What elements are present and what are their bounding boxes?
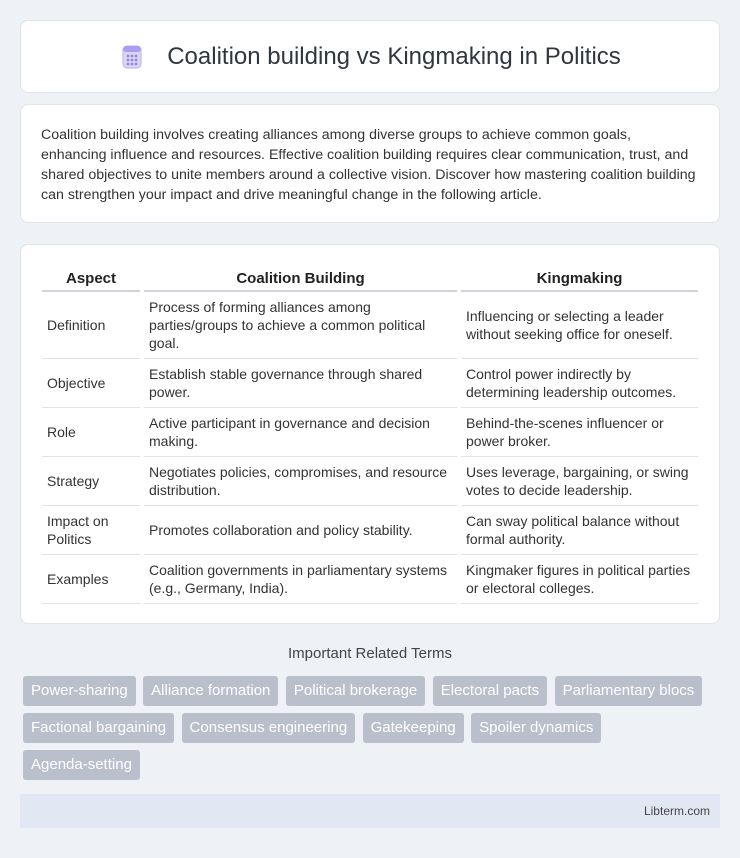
tag-agenda-setting[interactable]: Agenda-setting <box>23 750 140 780</box>
table-row <box>42 457 698 506</box>
related-terms-title: Important Related Terms <box>288 645 452 662</box>
tag-alliance-formation[interactable]: Alliance formation <box>143 676 278 706</box>
intro-paragraph: Coalition building involves creating alliances among diverse groups to achieve common goals, enhancing influence and resources. Effective coalition building requires clear communication, trust, and shared objectives to unite members around a collective vision. Discover how mastering coalition building can strengthen your impact and drive meaningful change in the following article. <box>41 127 696 203</box>
comparison-table <box>38 265 702 604</box>
page-title: Coalition building vs Kingmaking in Politics <box>167 42 621 70</box>
coalition-cell: Establish stable governance through shared power. <box>144 359 457 408</box>
table-row <box>42 292 698 359</box>
table-header-row <box>42 265 698 292</box>
related-terms-list <box>23 676 723 787</box>
tag-spoiler-dynamics[interactable]: Spoiler dynamics <box>471 713 601 743</box>
kingmaking-cell: Control power indirectly by determining leadership outcomes. <box>461 359 698 408</box>
comparison-card <box>20 244 720 624</box>
tag-parliamentary-blocs[interactable]: Parliamentary blocs <box>555 676 703 706</box>
aspect-cell: Definition <box>42 292 140 359</box>
header-aspect: Aspect <box>42 265 140 292</box>
coalition-cell: Process of forming alliances among parties/groups to achieve a common political goal. <box>144 292 457 359</box>
aspect-cell: Objective <box>42 359 140 408</box>
tag-factional-bargaining[interactable]: Factional bargaining <box>23 713 174 743</box>
table-row <box>42 359 698 408</box>
tag-consensus-engineering[interactable]: Consensus engineering <box>182 713 356 743</box>
intro-card <box>20 104 720 223</box>
header-coalition-building: Coalition Building <box>144 265 457 292</box>
kingmaking-cell: Kingmaker figures in political parties or electoral colleges. <box>461 555 698 604</box>
table-row <box>42 506 698 555</box>
coalition-cell: Promotes collaboration and policy stability. <box>144 506 457 555</box>
tag-political-brokerage[interactable]: Political brokerage <box>286 676 425 706</box>
kingmaking-cell: Influencing or selecting a leader without seeking office for oneself. <box>461 292 698 359</box>
tag-electoral-pacts[interactable]: Electoral pacts <box>433 676 547 706</box>
footer <box>20 794 720 828</box>
table-row <box>42 555 698 604</box>
coalition-cell: Active participant in governance and decision making. <box>144 408 457 457</box>
header-kingmaking: Kingmaking <box>461 265 698 292</box>
tag-power-sharing[interactable]: Power-sharing <box>23 676 136 706</box>
aspect-cell: Strategy <box>42 457 140 506</box>
table-row <box>42 408 698 457</box>
kingmaking-cell: Can sway political balance without formal authority. <box>461 506 698 555</box>
coalition-cell: Negotiates policies, compromises, and resource distribution. <box>144 457 457 506</box>
tag-gatekeeping[interactable]: Gatekeeping <box>363 713 464 743</box>
aspect-cell: Examples <box>42 555 140 604</box>
aspect-cell: Role <box>42 408 140 457</box>
kingmaking-cell: Behind-the-scenes influencer or power broker. <box>461 408 698 457</box>
footer-site-link[interactable]: Libterm.com <box>643 804 710 818</box>
calculator-icon <box>119 44 145 70</box>
title-card <box>20 20 720 93</box>
aspect-cell: Impact on Politics <box>42 506 140 555</box>
kingmaking-cell: Uses leverage, bargaining, or swing votes to decide leadership. <box>461 457 698 506</box>
coalition-cell: Coalition governments in parliamentary systems (e.g., Germany, India). <box>144 555 457 604</box>
